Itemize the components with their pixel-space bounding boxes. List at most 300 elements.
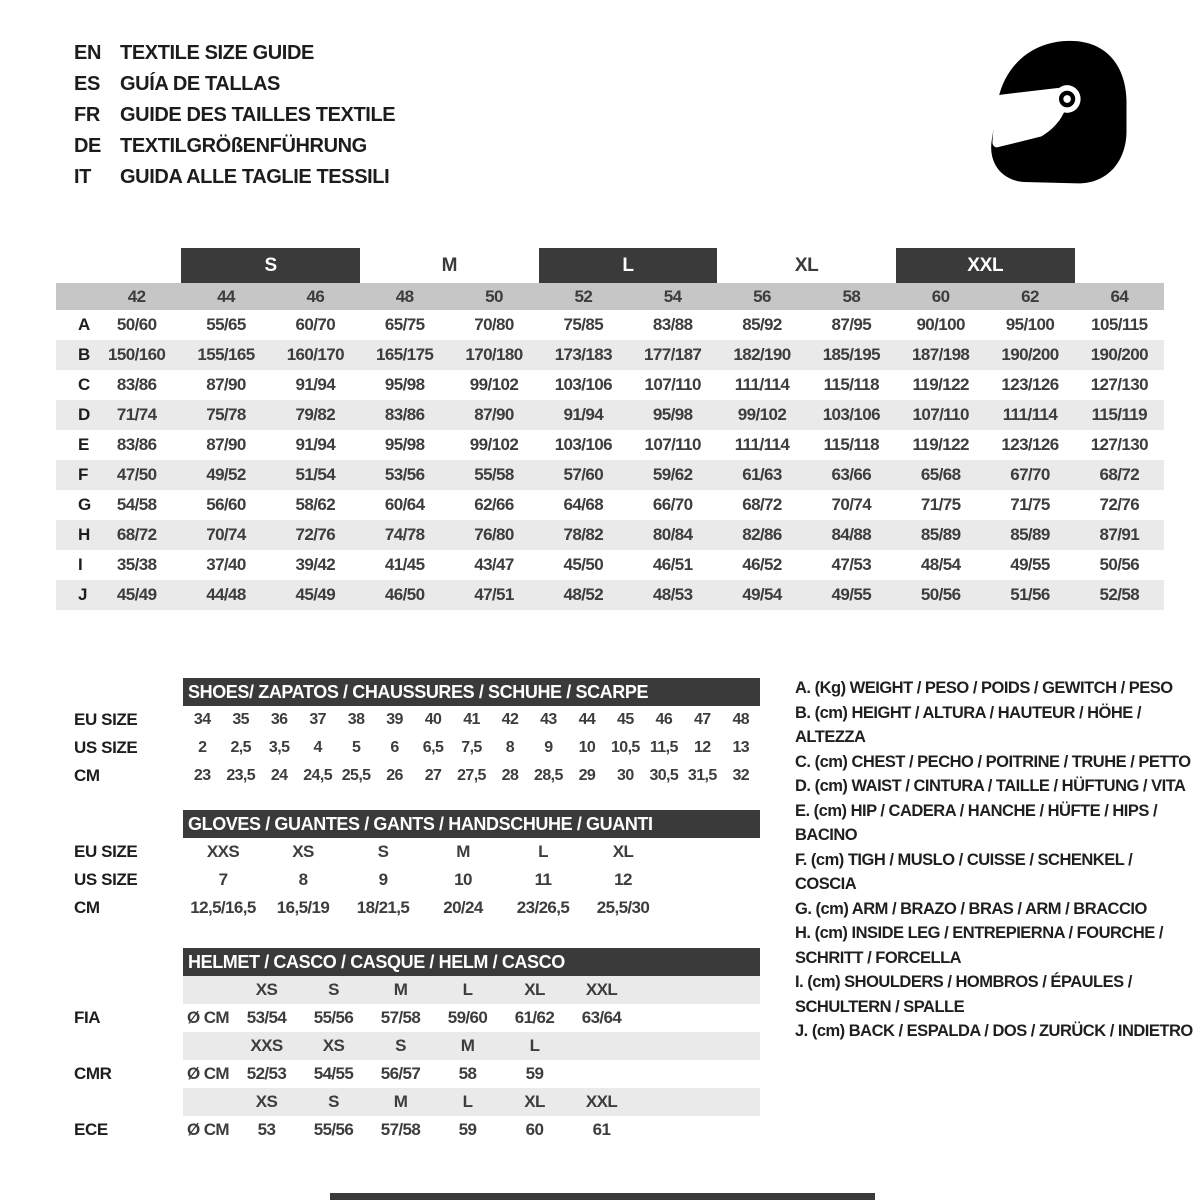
size-value-cell: 44/48	[206, 585, 246, 604]
header-spacer	[56, 948, 183, 976]
helmet-size-label: S	[395, 1036, 406, 1055]
shoe-size-cell: 44	[578, 711, 596, 728]
shoe-size-cell: 4	[313, 739, 322, 756]
size-value-cell: 51/56	[1010, 585, 1050, 604]
size-value-cell: 46/51	[652, 555, 693, 574]
guide-title: TEXTILGRÖßENFÜHRUNG	[120, 135, 367, 157]
language-code: EN	[74, 42, 101, 64]
helmet-size-label: XL	[524, 980, 545, 999]
size-letter-header-row	[56, 248, 1164, 283]
cropped-bottom-bar	[330, 1193, 875, 1200]
gloves-table-row	[56, 838, 760, 866]
helmet-size-label: XXL	[585, 980, 618, 999]
size-value-cell: 87/91	[1099, 525, 1140, 544]
helmet-size-label: M	[393, 980, 408, 999]
numeric-size-header-cell: 48	[395, 286, 414, 306]
size-value-cell: 105/115	[1091, 315, 1148, 334]
size-value-cell: 50/56	[920, 585, 961, 604]
helmet-size-label: L	[462, 980, 473, 999]
guide-title: GUIDE DES TAILLES TEXTILE	[120, 104, 396, 126]
table-row	[56, 400, 1164, 430]
shoe-size-cell: 23,5	[226, 767, 256, 784]
shoes-header-row	[56, 678, 760, 706]
shoe-size-cell: 10,5	[610, 739, 640, 756]
shoe-size-cell: 37	[309, 711, 326, 728]
size-value-cell: 45/49	[295, 585, 336, 604]
language-code: ES	[74, 73, 100, 95]
size-value-cell: 127/130	[1090, 375, 1148, 394]
shoe-size-cell: 24,5	[303, 767, 332, 784]
helmet-value-row	[56, 1060, 760, 1088]
size-value-cell: 63/66	[831, 465, 872, 484]
size-value-cell: 48/52	[563, 585, 604, 604]
shoe-size-cell: 27,5	[457, 767, 486, 784]
glove-size-cell: M	[456, 842, 470, 861]
row-values	[183, 734, 760, 762]
size-value-cell: 49/54	[742, 585, 782, 604]
size-value-cell: 47/50	[116, 465, 157, 484]
size-value-cell: 107/110	[644, 435, 701, 454]
size-letters	[183, 1088, 760, 1116]
size-value-cell: 85/89	[920, 525, 961, 544]
shoe-size-cell: 23	[193, 767, 211, 784]
size-value-cell: 68/72	[1099, 465, 1140, 484]
size-value-cell: 65/68	[920, 465, 961, 484]
textile-size-table	[56, 248, 1164, 610]
helmet-size-cell: 59/60	[447, 1008, 488, 1027]
size-value-cell: 99/102	[469, 375, 519, 394]
legend-item: I. (cm) SHOULDERS / HOMBROS / ÉPAULES / SCHULTERN / SPALLE	[795, 973, 1132, 1016]
size-value-cell: 37/40	[206, 555, 246, 574]
size-value-cell: 91/94	[295, 375, 336, 394]
helmet-size-cell: 59	[525, 1064, 544, 1083]
size-letters	[183, 1032, 760, 1060]
helmet-icon	[978, 34, 1140, 200]
table-row	[56, 430, 1164, 460]
size-value-cell: 70/80	[474, 315, 514, 334]
legend-item: C. (cm) CHEST / PECHO / POITRINE / TRUHE / PETTO	[795, 752, 1191, 771]
helmet-size-label: M	[393, 1092, 408, 1111]
legend-item: G. (cm) ARM / BRAZO / BRAS / ARM / BRACCIO	[795, 899, 1147, 918]
header-spacer	[56, 1088, 183, 1116]
size-value-cell: 87/90	[474, 405, 514, 424]
size-value-cell: 87/95	[831, 315, 872, 334]
size-value-cell: 49/52	[206, 465, 246, 484]
size-value-cell: 52/58	[1099, 585, 1140, 604]
size-value-cell: 115/119	[1091, 405, 1148, 424]
shoe-size-cell: 13	[732, 739, 750, 756]
helmet-size-table	[56, 948, 760, 1144]
helmet-size-cell: 63/64	[581, 1008, 622, 1027]
size-value-cell: 123/126	[1001, 435, 1059, 454]
size-value-cell: 99/102	[737, 405, 787, 424]
row-values	[183, 706, 760, 734]
shoe-size-cell: 6,5	[422, 739, 444, 756]
helmet-size-label: XXL	[585, 1092, 618, 1111]
table-row	[56, 310, 1164, 340]
size-value-cell: 76/80	[474, 525, 514, 544]
size-value-cell: 95/100	[1005, 315, 1055, 334]
shoe-size-cell: 48	[732, 711, 750, 728]
shoe-size-cell: 34	[193, 711, 211, 728]
row-letter-label: E	[78, 435, 89, 454]
size-value-cell: 43/47	[474, 555, 514, 574]
glove-size-cell: 10	[454, 870, 472, 889]
row-letter-label: B	[78, 345, 90, 364]
size-value-cell: 103/106	[822, 405, 880, 424]
glove-size-cell: XL	[612, 842, 634, 861]
shoe-size-cell: 46	[655, 711, 673, 728]
size-value-cell: 55/58	[474, 465, 514, 484]
glove-size-cell: 7	[218, 870, 228, 889]
size-value-cell: 119/122	[912, 435, 969, 454]
size-value-cell: 45/50	[563, 555, 604, 574]
size-value-cell: 74/78	[384, 525, 425, 544]
shoe-size-cell: 27	[424, 767, 442, 784]
shoe-size-cell: 7,5	[461, 739, 482, 756]
helmet-size-cell: 58	[458, 1064, 477, 1083]
size-value-cell: 95/98	[652, 405, 693, 424]
shoe-size-cell: 32	[732, 767, 750, 784]
numeric-size-header-cell: 54	[663, 286, 682, 306]
row-label: CM	[74, 898, 100, 917]
size-value-cell: 71/75	[920, 495, 961, 514]
size-value-cell: 85/89	[1010, 525, 1050, 544]
size-value-cell: 71/74	[116, 405, 157, 424]
size-value-cell: 90/100	[916, 315, 965, 334]
helmet-size-cell: 57/58	[380, 1120, 421, 1139]
glove-size-cell: 12,5/16,5	[190, 898, 256, 917]
shoe-size-cell: 36	[270, 711, 288, 728]
legend-item: E. (cm) HIP / CADERA / HANCHE / HÜFTE / HIPS / BACINO	[795, 801, 1158, 844]
language-row	[74, 131, 395, 162]
glove-size-cell: XXS	[206, 842, 240, 861]
helmet-value-row	[56, 1004, 760, 1032]
size-value-cell: 45/49	[116, 585, 157, 604]
shoe-size-cell: 30,5	[649, 767, 679, 784]
size-value-cell: 82/86	[742, 525, 782, 544]
size-label-l: L	[539, 248, 718, 283]
shoes-table-row	[56, 762, 760, 790]
size-value-cell: 107/110	[644, 375, 701, 394]
size-value-cell: 53/56	[384, 465, 425, 484]
shoe-size-cell: 10	[578, 739, 596, 756]
helmet-size-cell: 61/62	[514, 1008, 555, 1027]
size-value-cell: 165/175	[376, 345, 434, 364]
size-value-cell: 111/114	[734, 435, 790, 454]
size-value-cell: 50/60	[116, 315, 157, 334]
shoe-size-cell: 29	[578, 767, 596, 784]
helmet-size-header-row	[56, 1088, 760, 1116]
helmet-value-row	[56, 1116, 760, 1144]
diameter-unit-label: Ø CM	[187, 1008, 229, 1027]
row-label: US SIZE	[74, 738, 138, 757]
helmet-size-label: M	[460, 1036, 475, 1055]
shoes-table-title: SHOES/ ZAPATOS / CHAUSSURES / SCHUHE / SCARPE	[183, 678, 760, 706]
shoe-size-cell: 31,5	[687, 767, 717, 784]
size-value-cell: 57/60	[563, 465, 604, 484]
size-value-cell: 35/38	[116, 555, 157, 574]
helmet-size-label: L	[462, 1092, 473, 1111]
shoe-size-cell: 6	[390, 739, 399, 756]
numeric-size-header-cell: 60	[931, 286, 950, 306]
size-value-cell: 66/70	[652, 495, 693, 514]
size-value-cell: 170/180	[465, 345, 523, 364]
table-row	[56, 460, 1164, 490]
helmet-logo-icon	[978, 34, 1140, 200]
size-value-cell: 103/106	[554, 435, 612, 454]
row-letter-label: G	[78, 495, 91, 514]
legend-item: B. (cm) HEIGHT / ALTURA / HAUTEUR / HÖHE / ALTEZZA	[795, 703, 1141, 746]
size-value-cell: 182/190	[733, 345, 791, 364]
size-value-cell: 56/60	[206, 495, 246, 514]
table-row	[56, 550, 1164, 580]
size-value-cell: 47/51	[474, 585, 514, 604]
helmet-size-cell: 56/57	[380, 1064, 421, 1083]
shoe-size-cell: 11,5	[649, 739, 678, 756]
header-spacer	[56, 678, 183, 706]
size-value-cell: 127/130	[1090, 435, 1148, 454]
language-title-list	[74, 38, 395, 193]
glove-size-cell: 23/26,5	[516, 898, 570, 917]
size-value-cell: 41/45	[384, 555, 425, 574]
row-values	[183, 838, 760, 866]
size-value-cell: 48/53	[652, 585, 693, 604]
size-value-cell: 39/42	[295, 555, 336, 574]
glove-size-cell: S	[377, 842, 389, 861]
size-value-cell: 65/75	[384, 315, 425, 334]
size-value-cell: 67/70	[1010, 465, 1050, 484]
shoe-size-cell: 47	[693, 711, 711, 728]
guide-title: GUÍA DE TALLAS	[120, 73, 280, 95]
shoe-size-cell: 28,5	[534, 767, 563, 784]
glove-size-cell: 9	[378, 870, 388, 889]
size-value-cell: 70/74	[206, 525, 246, 544]
size-value-cell: 79/82	[295, 405, 336, 424]
standard-label: ECE	[74, 1120, 108, 1139]
size-value-cell: 60/64	[384, 495, 425, 514]
row-letter-label: F	[78, 465, 88, 484]
size-value-cell: 60/70	[295, 315, 336, 334]
glove-size-cell: 8	[298, 870, 308, 889]
size-value-cell: 160/170	[286, 345, 344, 364]
size-value-cell: 190/200	[1090, 345, 1148, 364]
shoe-size-cell: 26	[386, 767, 403, 784]
row-letter-label: I	[78, 555, 83, 574]
size-values	[183, 1004, 760, 1032]
size-value-cell: 87/90	[206, 435, 246, 454]
size-value-cell: 187/198	[912, 345, 970, 364]
size-value-cell: 61/63	[742, 465, 782, 484]
language-row	[74, 69, 395, 100]
header-spacer	[56, 810, 183, 838]
header-spacer	[56, 976, 183, 1004]
size-value-cell: 78/82	[563, 525, 604, 544]
shoe-size-cell: 42	[501, 711, 519, 728]
standard-label: FIA	[74, 1008, 101, 1027]
shoe-size-cell: 35	[232, 711, 249, 728]
row-letter-label: J	[78, 585, 87, 604]
size-value-cell: 91/94	[563, 405, 604, 424]
diameter-unit-label: Ø CM	[187, 1120, 229, 1139]
header-spacer	[56, 283, 92, 310]
size-values	[183, 1116, 760, 1144]
size-value-cell: 83/86	[116, 375, 157, 394]
shoe-size-cell: 9	[544, 739, 553, 756]
size-value-cell: 177/187	[644, 345, 702, 364]
numeric-size-header-cell: 58	[842, 286, 861, 306]
helmet-size-cell: 55/56	[313, 1120, 354, 1139]
gloves-table-title: GLOVES / GUANTES / GANTS / HANDSCHUHE / GUANTI	[183, 810, 760, 838]
size-value-cell: 155/165	[197, 345, 255, 364]
size-value-cell: 87/90	[206, 375, 246, 394]
size-value-cell: 50/56	[1099, 555, 1140, 574]
legend-item: A. (Kg) WEIGHT / PESO / POIDS / GEWITCH / PESO	[795, 679, 1173, 697]
legend-item: J. (cm) BACK / ESPALDA / DOS / ZURÜCK / INDIETRO	[795, 1022, 1193, 1040]
size-value-cell: 123/126	[1001, 375, 1059, 394]
language-row	[74, 100, 395, 131]
language-row	[74, 38, 395, 69]
size-value-cell: 49/55	[831, 585, 872, 604]
shoe-size-cell: 5	[351, 739, 361, 756]
size-value-cell: 46/52	[742, 555, 782, 574]
shoe-size-cell: 30	[617, 767, 634, 784]
row-values	[183, 762, 760, 790]
helmet-size-cell: 54/55	[313, 1064, 354, 1083]
size-value-cell: 83/86	[384, 405, 425, 424]
size-value-cell: 111/114	[734, 375, 790, 394]
shoe-size-cell: 24	[270, 767, 288, 784]
helmet-size-label: L	[529, 1036, 540, 1055]
glove-size-cell: 25,5/30	[596, 898, 650, 917]
size-value-cell: 71/75	[1010, 495, 1050, 514]
shoe-size-cell: 43	[540, 711, 557, 728]
size-value-cell: 58/62	[295, 495, 336, 514]
size-table-body	[56, 310, 1164, 610]
diameter-unit-label: Ø CM	[187, 1064, 229, 1083]
numeric-size-header-cell: 56	[753, 286, 771, 306]
size-values	[183, 1060, 760, 1088]
glove-size-cell: 20/24	[443, 898, 483, 917]
size-label-m: M	[441, 254, 458, 276]
size-value-cell: 75/78	[206, 405, 246, 424]
helmet-size-label: XS	[255, 1092, 278, 1111]
measurement-legend	[795, 676, 1197, 1044]
size-value-cell: 54/58	[116, 495, 157, 514]
numeric-size-header-cell: 62	[1021, 286, 1039, 306]
size-value-cell: 62/66	[474, 495, 514, 514]
size-label-xl: XL	[794, 254, 819, 276]
language-row	[74, 162, 395, 193]
shoe-size-cell: 2,5	[230, 739, 251, 756]
size-value-cell: 64/68	[563, 495, 604, 514]
row-label: EU SIZE	[74, 710, 138, 729]
standard-label: CMR	[74, 1064, 112, 1083]
shoe-size-cell: 39	[386, 711, 403, 728]
size-value-cell: 173/183	[554, 345, 612, 364]
shoe-size-cell: 41	[463, 711, 480, 728]
glove-size-cell: L	[538, 842, 548, 861]
glove-size-cell: 18/21,5	[356, 898, 410, 917]
size-value-cell: 68/72	[116, 525, 157, 544]
table-row	[56, 370, 1164, 400]
row-values	[183, 894, 760, 922]
helmet-size-cell: 59	[458, 1120, 477, 1139]
row-letter-label: D	[78, 405, 90, 424]
helmet-header-row	[56, 948, 760, 976]
size-value-cell: 72/76	[295, 525, 336, 544]
size-value-cell: 70/74	[831, 495, 872, 514]
size-value-cell: 47/53	[831, 555, 872, 574]
size-value-cell: 103/106	[554, 375, 612, 394]
table-row	[56, 490, 1164, 520]
numeric-size-header-cell: 42	[127, 286, 146, 306]
row-letter-label: A	[78, 315, 90, 334]
helmet-table-title: HELMET / CASCO / CASQUE / HELM / CASCO	[183, 948, 760, 976]
numeric-size-header-cell: 44	[217, 286, 235, 306]
helmet-size-header-row	[56, 1032, 760, 1060]
size-value-cell: 49/55	[1010, 555, 1050, 574]
shoe-size-cell: 2	[198, 739, 207, 756]
numeric-size-header-cell: 52	[574, 286, 593, 306]
size-value-cell: 80/84	[652, 525, 693, 544]
shoes-table-row	[56, 734, 760, 762]
helmet-size-label: XXS	[250, 1036, 283, 1055]
numeric-size-header-cell: 64	[1110, 286, 1129, 306]
row-label: CM	[74, 766, 100, 785]
language-code: DE	[74, 135, 101, 157]
gloves-header-row	[56, 810, 760, 838]
table-row	[56, 520, 1164, 550]
row-label: EU SIZE	[74, 842, 138, 861]
helmet-size-cell: 53/54	[246, 1008, 287, 1027]
size-value-cell: 68/72	[742, 495, 782, 514]
glove-size-cell: XS	[292, 842, 314, 861]
size-value-cell: 91/94	[295, 435, 336, 454]
guide-title: GUIDA ALLE TAGLIE TESSILI	[120, 166, 390, 188]
glove-size-cell: 12	[614, 870, 632, 889]
shoe-size-cell: 45	[617, 711, 634, 728]
helmet-size-cell: 61	[592, 1120, 611, 1139]
gloves-size-table	[56, 810, 760, 922]
size-value-cell: 99/102	[469, 435, 519, 454]
helmet-size-label: S	[328, 1092, 339, 1111]
shoes-size-table	[56, 678, 760, 790]
row-label: US SIZE	[74, 870, 138, 889]
size-value-cell: 95/98	[384, 375, 425, 394]
shoe-size-cell: 8	[505, 739, 515, 756]
helmet-size-label: XS	[322, 1036, 345, 1055]
size-value-cell: 185/195	[822, 345, 880, 364]
helmet-size-cell: 52/53	[246, 1064, 287, 1083]
legend-item: H. (cm) INSIDE LEG / ENTREPIERNA / FOURCHE / SCHRITT / FORCELLA	[795, 924, 1163, 967]
size-value-cell: 75/85	[563, 315, 604, 334]
size-value-cell: 190/200	[1001, 345, 1059, 364]
shoe-size-cell: 38	[347, 711, 365, 728]
legend-item: D. (cm) WAIST / CINTURA / TAILLE / HÜFTUNG / VITA	[795, 777, 1186, 795]
size-value-cell: 85/92	[742, 315, 782, 334]
shoe-size-cell: 40	[424, 711, 442, 728]
row-letter-label: H	[78, 525, 90, 544]
helmet-size-cell: 57/58	[380, 1008, 421, 1027]
size-value-cell: 150/160	[108, 345, 166, 364]
numeric-size-header-cell: 46	[306, 286, 325, 306]
size-value-cell: 59/62	[652, 465, 693, 484]
size-value-cell: 107/110	[912, 405, 969, 424]
shoes-table-row	[56, 706, 760, 734]
shoe-size-cell: 3,5	[268, 739, 290, 756]
size-value-cell: 46/50	[384, 585, 425, 604]
